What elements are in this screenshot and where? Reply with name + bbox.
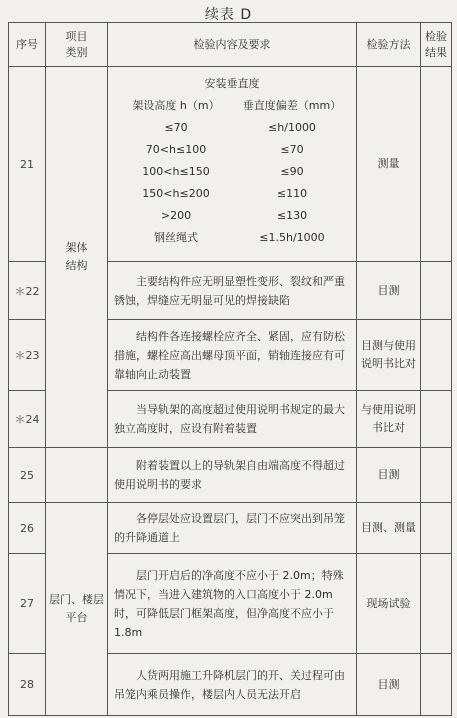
result-cell [421,448,452,503]
content-cell: 各停层处应设置层门，层门不应突出到吊笼的升降通道上 [108,503,357,554]
height-value: 钢丝绳式 [154,231,198,244]
result-cell [421,391,452,448]
header-row [9,23,452,67]
height-value: ≤70 [164,121,188,134]
content-cell: 主要结构件应无明显塑性变形、裂纹和严重锈蚀，焊缝应无明显可见的焊接缺陷 [108,262,357,320]
result-cell [421,503,452,554]
row-number: 28 [9,654,46,716]
category-cell: 层门、楼层 平台 [46,503,108,716]
table-row [9,448,452,503]
method-cell: 目测与使用说明书比对 [357,320,421,391]
height-column-header: 架设高度 h（m） [132,99,220,112]
content-cell: 结构件各连接螺栓应齐全、紧固，应有防松措施，螺栓应高出螺母顶平面，销轴连接应有可靠轴向止动装置 [108,320,357,391]
list-item [108,183,356,205]
list-item [108,139,356,161]
deviation-column-header: 垂直度偏差（mm） [242,99,342,112]
deviation-value: ≤90 [280,165,304,178]
result-cell [421,67,452,262]
row-number: 27 [9,554,46,654]
method-cell: 目测、测量 [357,503,421,554]
row-number: ＊24 [9,391,46,448]
list-item [108,117,356,139]
header-result: 检验 结果 [421,23,452,67]
method-cell: 与使用说明书比对 [357,391,421,448]
method-cell: 现场试验 [357,554,421,654]
method-cell: 测量 [357,67,421,262]
list-item [108,205,356,227]
inspection-table [8,22,452,716]
deviation-value: ≤1.5h/1000 [259,231,325,244]
list-item [108,161,356,183]
content-cell: 层门开启后的净高度不应小于 2.0m；特殊情况下，当进入建筑物的入口高度小于 2.0m 时，可降低层门框架高度，但净高度不应小于 1.8m [108,554,357,654]
category-cell: 架体 结构 [46,67,108,448]
result-cell [421,654,452,716]
row-number: 21 [9,67,46,262]
deviation-value: ≤h/1000 [268,121,316,134]
table-row [9,503,452,554]
result-cell [421,554,452,654]
row-number: 25 [9,448,46,503]
table-row [9,67,452,262]
height-value: 100<h≤150 [142,165,210,178]
verticality-cell [108,67,357,262]
method-cell: 目测 [357,448,421,503]
table-title: 续表 D [204,7,253,23]
height-value: >200 [160,209,192,222]
row-number: ＊23 [9,320,46,391]
deviation-value: ≤130 [276,209,308,222]
height-value: 70<h≤100 [145,143,207,156]
content-cell: 附着装置以上的导轨架自由端高度不得超过使用说明书的要求 [108,448,357,503]
header-no: 序号 [9,23,46,67]
verticality-header-pair [108,95,356,117]
height-value: 150<h≤200 [142,187,210,200]
result-cell [421,262,452,320]
list-item [108,227,356,249]
method-cell: 目测 [357,262,421,320]
content-cell: 当导轨架的高度超过使用说明书规定的最大独立高度时，应设有附着装置 [108,391,357,448]
category-cell [46,448,108,503]
row-number: ＊22 [9,262,46,320]
content-cell: 人货两用施工升降机层门的开、关过程可由吊笼内乘员操作，楼层内人员无法开启 [108,654,357,716]
deviation-value: ≤70 [280,143,304,156]
deviation-value: ≤110 [276,187,308,200]
verticality-heading: 安装垂直度 [204,77,260,90]
header-content: 检验内容及要求 [108,23,357,67]
header-method: 检验方法 [357,23,421,67]
row-number: 26 [9,503,46,554]
method-cell: 目测 [357,654,421,716]
result-cell [421,320,452,391]
header-category: 项目 类别 [46,23,108,67]
